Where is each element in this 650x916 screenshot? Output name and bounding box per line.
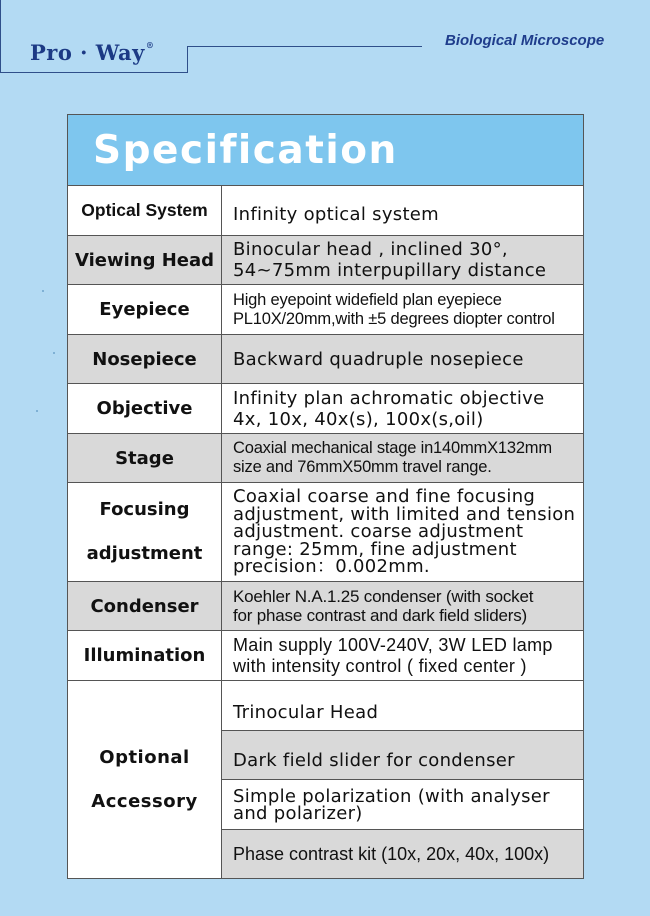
spec-value-line: Infinity optical system bbox=[233, 204, 440, 225]
optional-item-line: Trinocular Head bbox=[233, 702, 379, 723]
speck bbox=[36, 410, 38, 412]
registered-mark: ® bbox=[145, 40, 155, 50]
spec-row-viewing-head bbox=[68, 236, 583, 284]
spec-value bbox=[222, 631, 583, 680]
header-rule-upper bbox=[187, 46, 422, 47]
spec-value bbox=[222, 186, 583, 235]
speck bbox=[42, 290, 44, 292]
brand-logo bbox=[30, 40, 154, 65]
optional-item bbox=[222, 731, 583, 779]
spec-value-line: 54~75mm interpupillary distance bbox=[233, 260, 547, 281]
spec-value-line: precision：0.002mm. bbox=[233, 556, 430, 578]
spec-value-line: Binocular head , inclined 30°, bbox=[233, 239, 508, 260]
optional-item-line: Phase contrast kit (10x, 20x, 40x, 100x) bbox=[233, 843, 550, 864]
spec-row-condenser bbox=[68, 582, 583, 630]
spec-value bbox=[222, 582, 583, 630]
spec-value-line: adjustment, with limited and tension bbox=[233, 503, 576, 525]
spec-value-line: adjustment. coarse adjustment bbox=[233, 521, 524, 543]
table-title-bar bbox=[68, 115, 583, 186]
spec-row-stage bbox=[68, 434, 583, 482]
spec-label: Eyepiece bbox=[68, 285, 222, 334]
spec-label bbox=[68, 483, 222, 581]
brand-name: Pro · Way bbox=[30, 40, 145, 65]
spec-value-line: with intensity control ( fixed center ) bbox=[233, 655, 527, 676]
spec-row-eyepiece bbox=[68, 285, 583, 334]
spec-value bbox=[222, 335, 583, 383]
spec-value bbox=[222, 434, 583, 482]
optional-item bbox=[222, 681, 583, 730]
spec-value-line: Backward quadruple nosepiece bbox=[233, 348, 524, 370]
spec-label: Condenser bbox=[68, 582, 222, 630]
spec-value-line: Koehler N.A.1.25 condenser (with socket bbox=[233, 587, 534, 606]
spec-value-line: High eyepoint widefield plan eyepiece bbox=[233, 290, 502, 309]
spec-row-optical-system bbox=[68, 186, 583, 235]
spec-label: Viewing Head bbox=[68, 236, 222, 284]
spec-label-line: adjustment bbox=[86, 543, 203, 564]
optional-label-line: Optional bbox=[99, 746, 190, 768]
spec-value-line: for phase contrast and dark field sliders) bbox=[233, 606, 527, 625]
spec-value-line: Coaxial coarse and fine focusing bbox=[233, 486, 536, 508]
spec-label: Nosepiece bbox=[68, 335, 222, 383]
optional-item-line: and polarizer) bbox=[233, 802, 363, 824]
spec-row-nosepiece bbox=[68, 335, 583, 383]
spec-value-line: PL10X/20mm,with ±5 degrees diopter control bbox=[233, 309, 555, 328]
table-title: Specification bbox=[93, 127, 398, 173]
header-frame-left bbox=[0, 0, 1, 73]
spec-value-line: Main supply 100V-240V, 3W LED lamp bbox=[233, 634, 553, 655]
optional-item-line: Dark field slider for condenser bbox=[233, 749, 515, 771]
optional-item bbox=[222, 830, 583, 878]
spec-value-line: range: 25mm, fine adjustment bbox=[233, 538, 517, 560]
spec-label: Optical System bbox=[68, 186, 222, 235]
specification-table bbox=[67, 114, 584, 879]
spec-value bbox=[222, 483, 583, 581]
optional-item-line: Simple polarization (with analyser bbox=[233, 785, 550, 807]
spec-value bbox=[222, 285, 583, 334]
optional-label-line: Accessory bbox=[91, 790, 198, 812]
spec-value-line: size and 76mmX50mm travel range. bbox=[233, 458, 492, 476]
spec-label-line: Focusing bbox=[99, 499, 190, 520]
spec-value bbox=[222, 384, 583, 433]
spec-row-objective bbox=[68, 384, 583, 433]
product-name: Biological Microscope bbox=[445, 32, 605, 49]
spec-label: Illumination bbox=[68, 631, 222, 680]
spec-value bbox=[222, 236, 583, 284]
spec-value-line: Coaxial mechanical stage in140mmX132mm bbox=[233, 439, 552, 457]
spec-label: Objective bbox=[68, 384, 222, 433]
spec-value-line: 4x, 10x, 40x(s), 100x(s,oil) bbox=[233, 408, 484, 430]
spec-label: Stage bbox=[68, 434, 222, 482]
spec-row-illumination bbox=[68, 631, 583, 680]
spec-value-line: Infinity plan achromatic objective bbox=[233, 387, 545, 409]
spec-row-focusing-adjustment bbox=[68, 483, 583, 581]
optional-item bbox=[222, 780, 583, 829]
header-rule-step bbox=[187, 46, 188, 73]
optional-accessory-label bbox=[68, 681, 222, 878]
speck bbox=[53, 352, 55, 354]
header-rule-lower bbox=[0, 72, 188, 73]
